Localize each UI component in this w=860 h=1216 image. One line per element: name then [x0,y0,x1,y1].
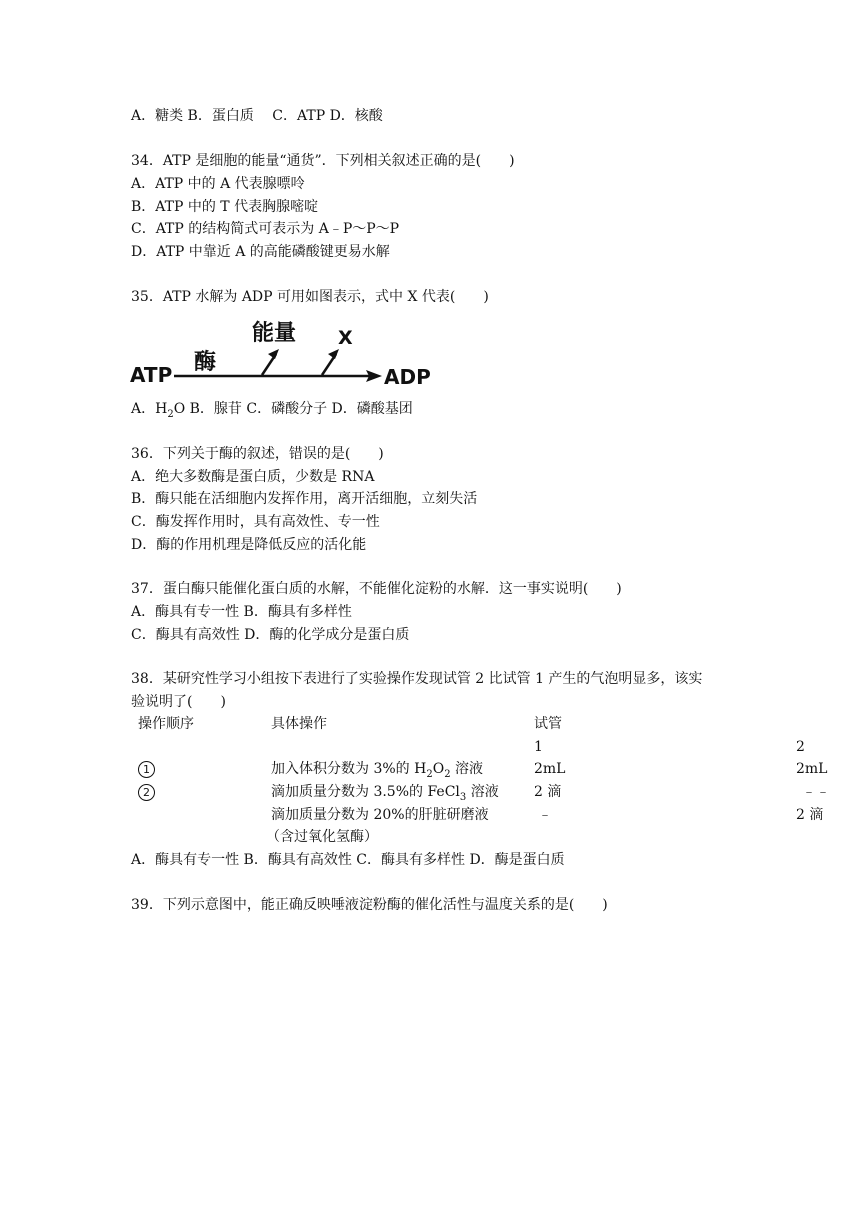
table-header-tube: 试管 [534,716,562,732]
table-row3-operation-line2: （含过氧化氢酶） [266,829,378,845]
table-header-tube-2: 2 [796,739,805,755]
q34-option-d: D．ATP 中靠近 A 的高能磷酸键更易水解 [131,244,390,260]
table-row1-operation [271,760,483,778]
q36-option-c: C．酶发挥作用时，具有高效性、专一性 [131,514,380,530]
row1-op-mid: O [432,761,445,777]
q36-stem: 36．下列关于酶的叙述，错误的是( ) [131,446,384,462]
table-header-order: 操作顺序 [138,716,194,732]
table-row1-tube2: 2mL [796,761,828,777]
q38-stem-line1: 38．某研究性学习小组按下表进行了实验操作发现试管 2 比试管 1 产生的气泡明显多，该实 [131,671,703,687]
atp-hydrolysis-diagram [126,314,436,390]
table-row3-tube1: ﹣ [538,807,552,823]
q36-option-b: B．酶只能在活细胞内发挥作用，离开活细胞，立刻失活 [131,491,478,507]
q37-stem: 37．蛋白酶只能催化蛋白质的水解，不能催化淀粉的水解．这一事实说明( ) [131,581,622,597]
table-row2-tube2: ﹣﹣ [802,784,830,800]
row1-op-prefix: 加入体积分数为 3%的 H [271,761,427,777]
row1-circled-number: 1 [138,761,155,778]
diagram-adp-label: ADP [384,365,431,389]
table-row2-operation [271,783,499,801]
table-row2-tube1: 2 滴 [534,784,562,800]
q36-option-d: D．酶的作用机理是降低反应的活化能 [131,537,367,553]
q34-option-c: C．ATP 的结构简式可表示为 A﹣P～P～P [131,221,400,237]
row1-sub1: 2 [426,768,433,780]
q37-options-cd: C．酶具有高效性 D．酶的化学成分是蛋白质 [131,627,410,643]
diagram-atp-label: ATP [130,363,173,387]
table-row1-number [138,760,155,778]
table-header-operation: 具体操作 [271,716,327,732]
table-row1-tube1: 2mL [534,761,566,777]
diagram-x-arrowhead [328,349,339,359]
table-row2-number [138,783,155,801]
q34-option-a: A．ATP 中的 A 代表腺嘌呤 [131,176,305,192]
q35-option-a-prefix: A．H [131,401,168,417]
row1-sub2: 2 [444,768,451,780]
q34-stem: 34．ATP 是细胞的能量“通货”．下列相关叙述正确的是( ) [131,153,515,169]
q38-options: A．酶具有专一性 B．酶具有高效性 C．酶具有多样性 D．酶是蛋白质 [131,852,565,868]
q39-stem: 39．下列示意图中，能正确反映唾液淀粉酶的催化活性与温度关系的是( ) [131,897,608,913]
table-header-tube-1: 1 [534,739,543,755]
row2-sub: 3 [459,791,467,803]
q36-option-a: A．绝大多数酶是蛋白质，少数是 RNA [131,469,375,485]
q35-stem: 35．ATP 水解为 ADP 可用如图表示，式中 X 代表( ) [131,289,489,305]
q38-stem-line2: 验说明了( ) [131,694,226,710]
q34-option-b: B．ATP 中的 T 代表胸腺嘧啶 [131,199,319,215]
q33-options: A．糖类 B．蛋白质 C．ATP D．核酸 [131,108,383,124]
row1-op-post: 溶液 [450,761,484,777]
row2-op-post: 溶液 [466,784,499,800]
q35-options [131,400,413,418]
table-row3-tube2: 2 滴 [796,807,824,823]
q37-options-ab: A．酶具有专一性 B．酶具有多样性 [131,604,352,620]
row2-circled-number: 2 [138,784,155,801]
row2-op-prefix: 滴加质量分数为 3.5%的 FeCl [271,784,460,800]
table-row3-operation-line1: 滴加质量分数为 20%的肝脏研磨液 [271,807,489,823]
q35-subscript: 2 [167,408,174,420]
diagram-x-label: X [338,327,353,349]
diagram-energy-arrowhead [268,349,279,359]
diagram-enzyme-label: 酶 [194,350,217,375]
q35-options-rest: O B．腺苷 C．磷酸分子 D．磷酸基团 [173,401,413,417]
diagram-energy-label: 能量 [252,321,297,346]
